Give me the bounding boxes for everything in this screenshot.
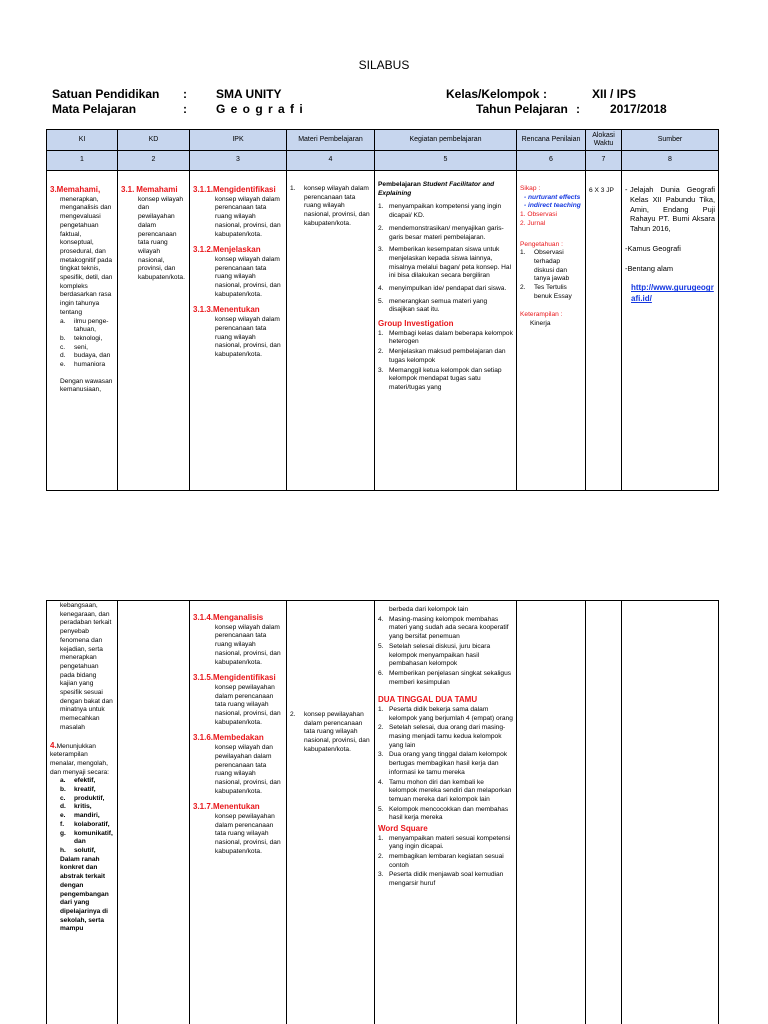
col-number: 6 — [517, 151, 586, 171]
ipk-number: 3.1.4. — [193, 613, 214, 622]
list-item: Memanggil ketua kelompok dan setiap kelompok mendapat tugas satu materi/tugas yang — [389, 366, 502, 391]
list-item: kolaboratif, — [74, 820, 110, 828]
mapel-value: G e o g r a f i — [216, 102, 304, 116]
tahun-label: Tahun Pelajaran — [476, 102, 568, 116]
tahun-value: 2017/2018 — [610, 102, 667, 116]
list-marker: 2. — [378, 852, 384, 860]
header-sumber: Sumber — [622, 130, 719, 151]
ipk-number: 3.1.7. — [193, 802, 214, 812]
number-row — [47, 151, 719, 171]
ki-text: menerapkan, menganalisis dan mengevaluasi pengetahuan faktual, konseptual, prosedural, dan metakognitif pada tingkat teknis, spesifik, detil, dan kompleks berdasarkan rasa ingin tahunya tentang — [60, 195, 113, 316]
list-marker: c. — [60, 343, 66, 351]
list-item: Kelompok mencocokkan dan membahas hasil kerja mereka — [389, 805, 509, 822]
list-marker: c. — [60, 794, 66, 802]
sumber-link[interactable]: http://www.gurugeografi.id/ — [631, 283, 714, 303]
list-item: Peserta didik bekerja sama dalam kelompok yang berjumlah 4 (empat) orang — [389, 705, 513, 722]
list-marker: b. — [60, 334, 66, 342]
header-alokasi: Alokasi Waktu — [586, 130, 622, 151]
list-marker: 4. — [378, 615, 384, 623]
ipk-cell — [190, 601, 287, 1024]
alokasi-value: 6 X 3 JP — [589, 187, 614, 194]
list-item: seni, — [74, 343, 88, 351]
list-marker: 5. — [378, 805, 384, 813]
page-title: SILABUS — [358, 58, 410, 72]
list-item: kreatif, — [74, 786, 96, 794]
ipk-number: 3.1.1. — [193, 185, 214, 194]
kegiatan-continued: berbeda dari kelompok lain — [389, 606, 469, 613]
penilaian-heading: Sikap : — [520, 185, 541, 192]
list-item: menyampaikan materi sesuai kompetensi yang ingin dicapai. — [389, 834, 511, 851]
ipk-heading: Mengidentifikasi — [213, 673, 276, 683]
kegiatan-intro: Pembelajaran — [378, 181, 421, 188]
list-item: teknologi, — [74, 334, 103, 342]
penilaian-item: Tes Tertulis benuk Essay — [534, 284, 572, 300]
list-marker: g. — [60, 829, 66, 837]
list-marker: 2. — [520, 284, 526, 292]
ki-number: 4. — [50, 740, 57, 750]
list-item: Setelah selesai, dua orang dari masing-masing menjadi tamu kedua kelompok yang lain — [389, 724, 506, 749]
header-row — [47, 130, 719, 151]
list-marker: e. — [60, 812, 66, 820]
list-marker: 1. — [520, 249, 526, 257]
col-number: 7 — [586, 151, 622, 171]
list-item: Dua orang yang tinggal dalam kelompok bertugas membagikan hasil kerja dan informasi ke tamu mereka — [389, 751, 508, 776]
kelas-label: Kelas/Kelompok — [446, 87, 540, 101]
header-ki: KI — [47, 130, 118, 151]
list-item: Memberikan kesempatan siswa untuk menjelaskan kepada siswa lainnya, misalnya melalui bagan/ peta konsep. Hal ini bisa dilakukan secara bergiliran — [389, 246, 512, 280]
header-materi: Materi Pembelajaran — [287, 130, 375, 151]
ki-cell — [47, 171, 118, 491]
penilaian-item: 2. Jurnal — [520, 219, 546, 227]
list-item: efektif, — [74, 777, 96, 785]
list-marker: e. — [60, 361, 66, 369]
penilaian-item: Observasi terhadap diskusi dan tanya jawab — [534, 249, 570, 283]
penilaian-cell — [517, 601, 586, 1024]
kegiatan-cell — [375, 171, 517, 491]
table-row — [47, 601, 719, 1024]
list-item: solutif, — [74, 846, 96, 854]
ki-tail: Dalam ranah konkret dan abstrak terkait dengan pengembangan dari yang dipelajarinya di sekolah, serta mampu — [60, 855, 109, 933]
ki-list — [50, 777, 114, 855]
list-marker: 5. — [378, 297, 384, 305]
list-marker: 6. — [378, 669, 384, 677]
colon: : — [576, 102, 580, 116]
list-item: menerangkan semua materi yang disajikan saat itu. — [389, 297, 488, 314]
list-item: membagikan lembaran kegiatan sesuai contoh — [389, 852, 504, 869]
section-heading: DUA TINGGAL DUA TAMU — [378, 695, 478, 705]
list-item: menyimpulkan ide/ pendapat dari siswa. — [389, 285, 507, 293]
ipk-number: 3.1.6. — [193, 733, 214, 743]
syllabus-table-2 — [46, 600, 719, 1024]
list-item: mandiri, — [74, 812, 100, 820]
list-item: komunikatif, dan — [74, 829, 113, 846]
list-marker: f. — [60, 820, 65, 828]
col-number: 5 — [375, 151, 517, 171]
penilaian-heading: Keterampilan : — [520, 311, 563, 319]
list-marker: 1. — [378, 705, 384, 713]
ipk-heading: Membedakan — [213, 733, 264, 743]
list-marker: 4. — [378, 285, 384, 293]
list-marker: 2. — [378, 724, 384, 732]
ipk-text: konsep wilayah dalam perencanaan tata ruang wilayah nasional, provinsi, dan kabupaten/kota. — [215, 195, 281, 238]
list-marker: 4. — [378, 778, 384, 786]
list-item: humaniora — [74, 361, 106, 369]
ipk-number: 3.1.2. — [193, 245, 214, 255]
sumber-bentang: Bentang alam — [627, 263, 674, 273]
list-marker: 3. — [378, 246, 384, 254]
list-marker: 1. — [290, 185, 296, 192]
list-item: kritis, — [74, 803, 92, 811]
list-item: Menjelaskan maksud pembelajaran dan tugas kelompok — [389, 348, 506, 364]
colon: : — [183, 102, 187, 116]
ipk-text: konsep wilayah dalam perencanaan tata ruang wilayah nasional, provinsi, dan kabupaten/kota. — [215, 316, 281, 358]
mapel-label: Mata Pelajaran — [52, 102, 137, 116]
penilaian-cell — [517, 171, 586, 491]
header-penilaian: Rencana Penilaian — [517, 130, 586, 151]
kegiatan-model: Student Facilitator and Explaining — [378, 181, 495, 197]
list-marker: 2. — [290, 711, 296, 718]
ki-text: Menunjukkan keterampilan menalar, mengolah, dan menyaji secara: — [50, 742, 110, 776]
satuan-value: SMA UNITY — [216, 87, 282, 101]
materi-cell — [287, 171, 375, 491]
ipk-number: 3.1.5. — [193, 673, 214, 683]
kelas-value: XII / IPS — [592, 87, 637, 101]
materi-text: konsep pewilayahan dalam perencanaan tata ruang wilayah nasional, provinsi, dan kabupaten/kota. — [304, 711, 370, 753]
list-marker: d. — [60, 803, 66, 811]
list-marker: 1. — [378, 329, 384, 337]
materi-text: konsep wilayah dalam perencanaan tata ruang wilayah nasional, provinsi, dan kabupaten/kota. — [304, 185, 370, 227]
kd-heading: Memahami — [136, 185, 178, 194]
header-ipk: IPK — [190, 130, 287, 151]
list-marker: 5. — [378, 642, 384, 650]
col-number: 2 — [118, 151, 190, 171]
ipk-heading: Menentukan — [213, 802, 260, 812]
list-marker: h. — [60, 846, 66, 854]
ipk-text: konsep wilayah dalam perencanaan tata ruang wilayah nasional, provinsi, dan kabupaten/kota. — [215, 255, 281, 298]
list-item: budaya, dan — [74, 352, 111, 360]
sumber-kamus: Kamus Geografi — [627, 243, 681, 253]
list-marker: 2. — [378, 348, 384, 356]
col-number: 3 — [190, 151, 287, 171]
penilaian-item: - indirect teaching — [524, 202, 581, 210]
penilaian-item: Kinerja — [530, 320, 551, 328]
list-marker: 1. — [378, 203, 384, 211]
list-marker: 3. — [378, 751, 384, 759]
list-marker: 2. — [378, 224, 384, 232]
sumber-book: Jelajah Dunia Geografi Kelas XII Pabundu Tika, Amin, Endang Puji Rahayu PT. Bumi Aksara Tahun 2016, — [630, 185, 715, 234]
col-number: 4 — [287, 151, 375, 171]
alokasi-cell — [586, 601, 622, 1024]
section-heading: Word Square — [378, 824, 428, 834]
ipk-text: konsep pewilayahan dalam perencanaan tata ruang wilayah nasional, provinsi, dan kabupaten/kota. — [215, 813, 281, 855]
list-item: produktif, — [74, 794, 105, 802]
syllabus-table-1 — [46, 129, 719, 491]
kd-text: konsep wilayah dan pewilayahan dalam perencanaan tata ruang wilayah nasional, provinsi, dan kabupaten/kota. — [138, 195, 185, 282]
ipk-heading: Mengidentifikasi — [213, 185, 276, 194]
ki-tail: Dengan wawasan kemanusiaan, — [60, 377, 113, 394]
ki-list — [50, 318, 114, 370]
kd-cell — [118, 171, 190, 491]
list-item: ilmu penge-tahuan, — [74, 317, 109, 334]
list-item: Tamu mohon diri dan kembali ke kelompok mereka sendiri dan melaporkan temuan mereka dari kelompok lain — [389, 778, 512, 803]
section-heading: Group Investigation — [378, 319, 454, 329]
sumber-cell: - Jelajah Dunia Geografi Kelas XII Pabundu Tika, Amin, Endang Puji Rahayu PT. Bumi Aksara Tahun 2016, -Kamus Geografi -Bentang alam http://www.gurugeografi.id/ — [622, 171, 719, 491]
col-number: 8 — [622, 151, 719, 171]
penilaian-heading: Pengetahuan : — [520, 240, 563, 248]
list-item: menyampaikan kompetensi yang ingin dicapai/ KD. — [389, 203, 502, 220]
list-marker: 3. — [378, 871, 384, 879]
kegiatan-cell — [375, 601, 517, 1024]
ki-text: kebangsaan, kenegaraan, dan peradaban terkait penyebab fenomena dan kejadian, serta menerapkan pengetahuan pada bidang kajian yang spesifik sesuai dengan bakat dan minatnya untuk memecahkan masalah — [60, 602, 113, 731]
ipk-text: konsep pewilayahan dalam perencanaan tata ruang wilayah nasional, provinsi, dan kabupaten/kota. — [215, 683, 281, 726]
ki-cell — [47, 601, 118, 1024]
table-row — [47, 171, 719, 491]
list-marker: 1. — [378, 834, 384, 842]
ipk-text: konsep wilayah dan pewilayahan dalam perencanaan tata ruang wilayah nasional, provinsi, dan kabupaten/kota. — [215, 744, 281, 795]
colon: : — [183, 87, 187, 101]
header-kd: KD — [118, 130, 190, 151]
list-marker: d. — [60, 352, 66, 360]
ipk-cell — [190, 171, 287, 491]
list-item: mendemonstrasikan/ menyajikan garis-garis besar materi pembelajaran. — [389, 224, 504, 241]
kd-cell — [118, 601, 190, 1024]
ki-number: 3. — [50, 185, 57, 194]
ipk-number: 3.1.3. — [193, 305, 214, 315]
penilaian-item: 1. Observasi — [520, 211, 558, 219]
ipk-text: konsep wilayah dalam perencanaan tata ruang wilayah nasional, provinsi, dan kabupaten/kota. — [215, 623, 281, 666]
list-item: Masing-masing kelompok membahas materi yang sudah ada secara kooperatif yang bersifat penemuan — [389, 615, 509, 641]
list-item: Setelah selesai diskusi, juru bicara kelompok menyampaikan hasil pembahasan kelompok — [389, 642, 491, 668]
satuan-label: Satuan Pendidikan — [52, 87, 160, 101]
ipk-heading: Menganalisis — [213, 613, 264, 622]
list-marker: a. — [60, 317, 66, 325]
alokasi-cell — [586, 171, 622, 491]
ipk-heading: Menjelaskan — [213, 245, 261, 255]
ki-heading: Memahami, — [56, 185, 101, 194]
header-kegiatan: Kegiatan pembelajaran — [375, 130, 517, 151]
list-item: Membagi kelas dalam beberapa kelompok heterogen — [389, 329, 513, 346]
colon: : — [543, 87, 547, 101]
list-item: Memberikan penjelasan singkat sekaligus memberi kesimpulan — [389, 669, 512, 686]
col-number: 1 — [47, 151, 118, 171]
list-marker: 3. — [378, 366, 384, 374]
sumber-cell — [622, 601, 719, 1024]
ipk-heading: Menentukan — [213, 305, 260, 315]
list-item: Peserta didik menjawab soal kemudian mengarsir huruf — [389, 871, 504, 888]
list-marker: a. — [60, 777, 66, 785]
list-marker: b. — [60, 786, 66, 794]
penilaian-item: - nurturant effects — [524, 193, 581, 201]
materi-cell — [287, 601, 375, 1024]
kd-number: 3.1. — [121, 185, 135, 194]
